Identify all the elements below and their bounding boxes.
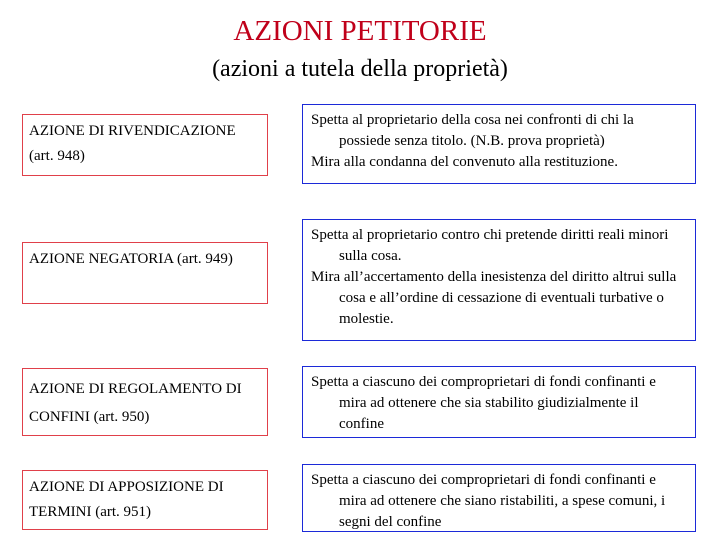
action-label: AZIONE DI RIVENDICAZIONE (art. 948) xyxy=(29,123,236,164)
description-paragraph: Spetta al proprietario contro chi pretende diritti reali minori sulla cosa. xyxy=(311,227,669,264)
description-paragraph: Spetta a ciascuno dei comproprietari di fondi confinanti e mira ad ottenere che sia stabilito giudizialmente il confine xyxy=(311,374,656,432)
page-subtitle: (azioni a tutela della proprietà) xyxy=(212,56,508,82)
description-paragraph: Mira alla condanna del convenuto alla restituzione. xyxy=(311,154,618,170)
action-description-box-regolamento xyxy=(302,366,696,438)
description-paragraph: Spetta al proprietario della cosa nei confronti di chi la possiede senza titolo. (N.B. prova proprietà) xyxy=(311,112,634,149)
action-label: AZIONE DI REGOLAMENTO DI CONFINI (art. 950) xyxy=(29,381,242,425)
action-description-box-rivendicazione xyxy=(302,104,696,184)
action-label: AZIONE NEGATORIA (art. 949) xyxy=(29,251,233,267)
description-paragraph: Spetta a ciascuno dei comproprietari di fondi confinanti e mira ad ottenere che siano ristabiliti, a spese comuni, i segni del confine xyxy=(311,472,666,530)
action-description-box-apposizione xyxy=(302,464,696,532)
description-paragraph: Mira all’accertamento della inesistenza del diritto altrui sulla cosa e all’ordine di cessazione di eventuali turbative o molestie. xyxy=(311,269,677,327)
page-title: AZIONI PETITORIE xyxy=(233,15,487,47)
action-label: AZIONE DI APPOSIZIONE DI TERMINI (art. 951) xyxy=(29,479,224,520)
action-label-box-regolamento xyxy=(22,368,268,436)
action-description-box-negatoria xyxy=(302,219,696,341)
action-label-box-apposizione xyxy=(22,470,268,530)
action-label-box-negatoria xyxy=(22,242,268,304)
action-label-box-rivendicazione xyxy=(22,114,268,176)
